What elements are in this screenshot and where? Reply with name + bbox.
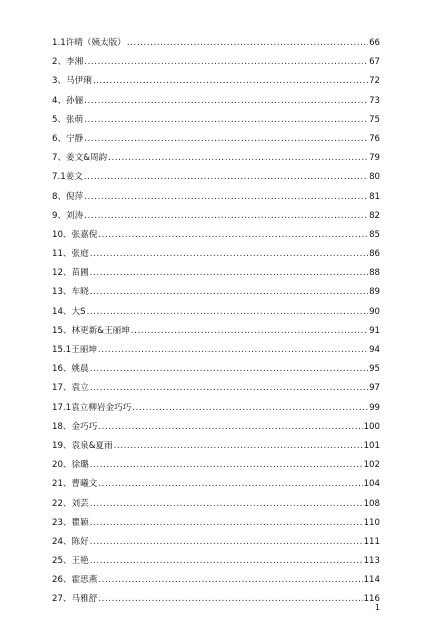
toc-leader-dots	[93, 72, 368, 91]
toc-entry[interactable]	[52, 552, 380, 571]
toc-entry-title: 22、刘芸	[52, 498, 89, 509]
toc-leader-dots	[90, 456, 363, 475]
toc-entry-page: 89	[369, 287, 380, 298]
toc-entry[interactable]	[52, 360, 380, 379]
toc-entry[interactable]	[52, 341, 380, 360]
toc-entry-page: 113	[363, 556, 380, 567]
toc-entry-title: 7、姜文&周韵	[52, 153, 108, 164]
toc-entry[interactable]	[52, 245, 380, 264]
toc-leader-dots	[84, 92, 368, 111]
toc-entry[interactable]	[52, 437, 380, 456]
toc-entry[interactable]	[52, 168, 380, 187]
toc-leader-dots	[90, 245, 368, 264]
toc-entry-title: 23、瞿颖	[52, 517, 89, 528]
toc-entry-page: 95	[369, 364, 380, 375]
toc-entry-title: 14、大S	[52, 306, 86, 317]
toc-entry-title: 27、马雅舒	[52, 594, 98, 605]
toc-entry[interactable]	[52, 188, 380, 207]
toc-leader-dots	[90, 533, 363, 552]
toc-entry-page: 88	[369, 268, 380, 279]
toc-entry[interactable]	[52, 264, 380, 283]
toc-entry-title: 5、张萌	[52, 114, 84, 125]
toc-leader-dots	[90, 379, 368, 398]
toc-leader-dots	[84, 207, 368, 226]
toc-entry-page: 79	[369, 153, 380, 164]
toc-entry[interactable]	[52, 34, 380, 53]
toc-entry[interactable]	[52, 92, 380, 111]
toc-entry[interactable]	[52, 456, 380, 475]
toc-entry[interactable]	[52, 418, 380, 437]
toc-entry-page: 110	[363, 517, 380, 528]
toc-entry-page: 90	[369, 306, 380, 317]
toc-entry-title: 3、马伊琍	[52, 76, 92, 87]
toc-entry[interactable]	[52, 514, 380, 533]
toc-leader-dots	[98, 418, 362, 437]
toc-entry-page: 67	[369, 57, 380, 68]
toc-entry[interactable]	[52, 72, 380, 91]
toc-leader-dots	[84, 168, 368, 187]
toc-entry[interactable]	[52, 571, 380, 590]
toc-entry-title: 8、倪萍	[52, 191, 84, 202]
toc-entry-page: 76	[369, 133, 380, 144]
toc-entry-title: 10、张嘉倪	[52, 229, 98, 240]
toc-entry-page: 86	[369, 249, 380, 260]
toc-entry[interactable]	[52, 533, 380, 552]
toc-entry-page: 82	[369, 210, 380, 221]
toc-entry-title: 6、宁静	[52, 133, 84, 144]
toc-leader-dots	[90, 283, 368, 302]
toc-entry[interactable]	[52, 283, 380, 302]
toc-entry[interactable]	[52, 303, 380, 322]
toc-leader-dots	[127, 34, 368, 53]
toc-leader-dots	[90, 495, 363, 514]
toc-entry-page: 94	[369, 345, 380, 355]
toc-entry-title: 11、张庭	[52, 249, 89, 260]
toc-entry-title: 2、李湘	[52, 57, 84, 68]
toc-entry-page: 85	[369, 229, 380, 240]
toc-leader-dots	[84, 53, 368, 72]
toc-entry-title: 1.1许晴（姨太版）	[52, 38, 126, 48]
toc-entry-page: 97	[369, 383, 380, 394]
toc-leader-dots	[98, 571, 362, 590]
toc-entry[interactable]	[52, 475, 380, 494]
toc-entry[interactable]	[52, 207, 380, 226]
toc-entry[interactable]	[52, 226, 380, 245]
toc-entry-title: 16、姚晨	[52, 364, 89, 375]
toc-entry-page: 80	[369, 172, 380, 183]
toc-entry[interactable]	[52, 322, 380, 341]
toc-leader-dots	[98, 341, 368, 360]
toc-entry-page: 91	[369, 325, 380, 336]
table-of-contents	[52, 34, 380, 610]
toc-entry-page: 100	[363, 421, 380, 432]
toc-leader-dots	[132, 399, 368, 418]
toc-entry-title: 21、曹曦文	[52, 479, 98, 490]
toc-entry-page: 66	[369, 38, 380, 48]
toc-entry-page: 108	[363, 498, 380, 509]
toc-entry-title: 18、金巧巧	[52, 421, 98, 432]
toc-leader-dots	[98, 590, 362, 609]
toc-entry-title: 15.1王丽坤	[52, 345, 97, 355]
toc-entry-page: 73	[369, 95, 380, 106]
toc-leader-dots	[90, 514, 363, 533]
toc-entry-title: 9、刘涛	[52, 210, 84, 221]
toc-leader-dots	[90, 360, 368, 379]
toc-entry-title: 12、苗圃	[52, 268, 89, 279]
toc-leader-dots	[108, 149, 368, 168]
toc-leader-dots	[98, 475, 362, 494]
toc-entry-title: 4、孙俪	[52, 95, 84, 106]
toc-entry-page: 111	[363, 536, 380, 547]
toc-leader-dots	[98, 226, 368, 245]
toc-entry-title: 17、袁立	[52, 383, 89, 394]
toc-entry[interactable]	[52, 130, 380, 149]
toc-entry-page: 101	[363, 440, 380, 451]
toc-entry-title: 7.1姜文	[52, 172, 83, 183]
toc-leader-dots	[131, 322, 368, 341]
toc-entry-page: 104	[363, 479, 380, 490]
toc-entry-page: 114	[363, 575, 380, 586]
toc-entry-title: 24、陈好	[52, 536, 89, 547]
toc-leader-dots	[84, 111, 368, 130]
toc-entry-title: 17.1袁立柳岩金巧巧	[52, 402, 132, 413]
toc-entry-title: 15、林更新&王丽坤	[52, 325, 130, 336]
toc-entry-title: 13、车晓	[52, 287, 89, 298]
toc-leader-dots	[90, 552, 363, 571]
toc-entry-page: 99	[369, 402, 380, 413]
toc-leader-dots	[114, 437, 363, 456]
toc-entry-page: 75	[369, 114, 380, 125]
toc-entry[interactable]	[52, 399, 380, 418]
toc-entry[interactable]	[52, 379, 380, 398]
toc-entry[interactable]	[52, 53, 380, 72]
toc-entry-title: 19、袁泉&夏雨	[52, 440, 113, 451]
toc-leader-dots	[87, 303, 368, 322]
toc-leader-dots	[84, 188, 368, 207]
toc-entry-page: 72	[369, 76, 380, 87]
toc-entry-page: 116	[363, 594, 380, 605]
page-number: 1	[374, 603, 380, 612]
toc-leader-dots	[84, 130, 368, 149]
toc-leader-dots	[90, 264, 368, 283]
toc-entry-page: 81	[369, 191, 380, 202]
toc-entry[interactable]	[52, 149, 380, 168]
toc-entry-page: 102	[363, 460, 380, 471]
toc-entry[interactable]	[52, 111, 380, 130]
toc-entry-title: 26、霍思燕	[52, 575, 98, 586]
toc-entry[interactable]	[52, 495, 380, 514]
toc-entry-title: 20、徐璐	[52, 460, 89, 471]
toc-entry-title: 25、王艳	[52, 556, 89, 567]
toc-entry[interactable]	[52, 590, 380, 609]
